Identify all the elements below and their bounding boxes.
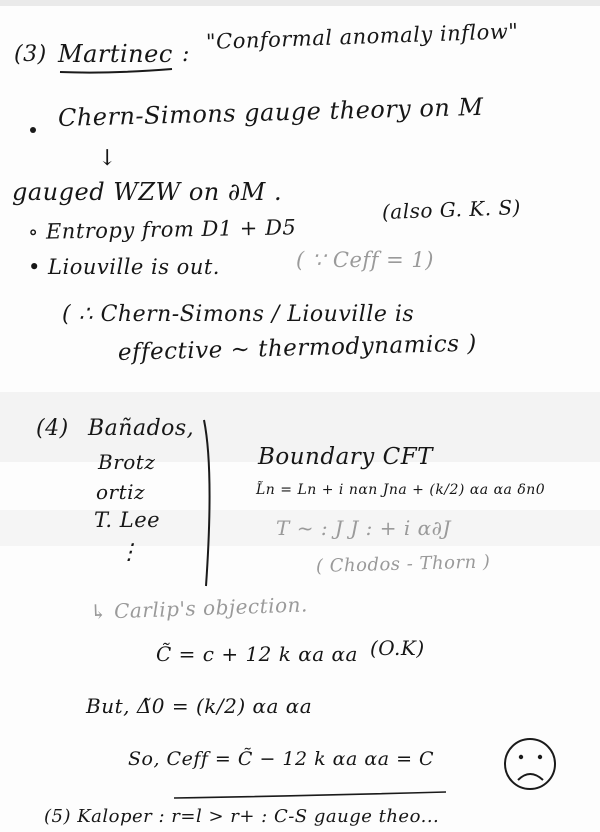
c-tilde-formula: C̃ = c + 12 k αa αa <box>156 642 358 666</box>
ok-note: (O.K) <box>370 636 425 660</box>
section-3-topic: "Conformal anomaly inflow" <box>205 19 519 54</box>
effective-thermodynamics-line: effective ~ thermodynamics ) <box>117 330 478 366</box>
author-banados: Bañados, <box>88 416 195 441</box>
virasoro-shift-formula: L̃n = Ln + i nαn Jna + (k/2) αa αa δn0 <box>256 482 546 498</box>
section-5-kaloper-line: (5) Kaloper : r=l > r+ : C-S gauge theo... <box>44 806 440 827</box>
stress-tensor-formula: T ~ : J J : + i α∂J <box>276 516 451 540</box>
down-arrow: ↓ <box>98 146 117 171</box>
carlip-objection: ↳ Carlip's objection. <box>89 592 309 624</box>
liouville-out-line: • Liouville is out. <box>28 255 220 279</box>
boundary-cft-heading: Boundary CFT <box>258 444 434 470</box>
chern-simons-liouville-line: ( ∴ Chern-Simons / Liouville is <box>62 302 415 327</box>
chodos-thorn-reference: ( Chodos - Thorn ) <box>315 551 491 577</box>
section-3-label: (3) <box>14 42 47 67</box>
gauged-wzw-line: gauged WZW on ∂M . <box>12 178 283 206</box>
section-4-label: (4) <box>36 416 69 441</box>
also-gks-note: (also G. K. S) <box>381 195 522 224</box>
but-delta-line: But, Δ̃0 = (k/2) αa αa <box>86 694 313 718</box>
author-t-lee: T. Lee <box>94 508 161 532</box>
so-ceff-line: So, Ceff = C̃ − 12 k αa αa = C <box>128 748 435 770</box>
author-brotz: Brotz <box>98 450 156 474</box>
chern-simons-line: Chern-Simons gauge theory on M <box>57 92 484 132</box>
section-3-colon: : <box>182 42 190 67</box>
entropy-line: ∘ Entropy from D1 + D5 <box>27 215 297 244</box>
author-martinec: Martinec <box>58 40 173 68</box>
ceff-note: ( ∵ Ceff = 1) <box>296 248 434 272</box>
vertical-dots: ⋮ <box>118 540 141 565</box>
author-ortiz: ortiz <box>96 480 146 504</box>
